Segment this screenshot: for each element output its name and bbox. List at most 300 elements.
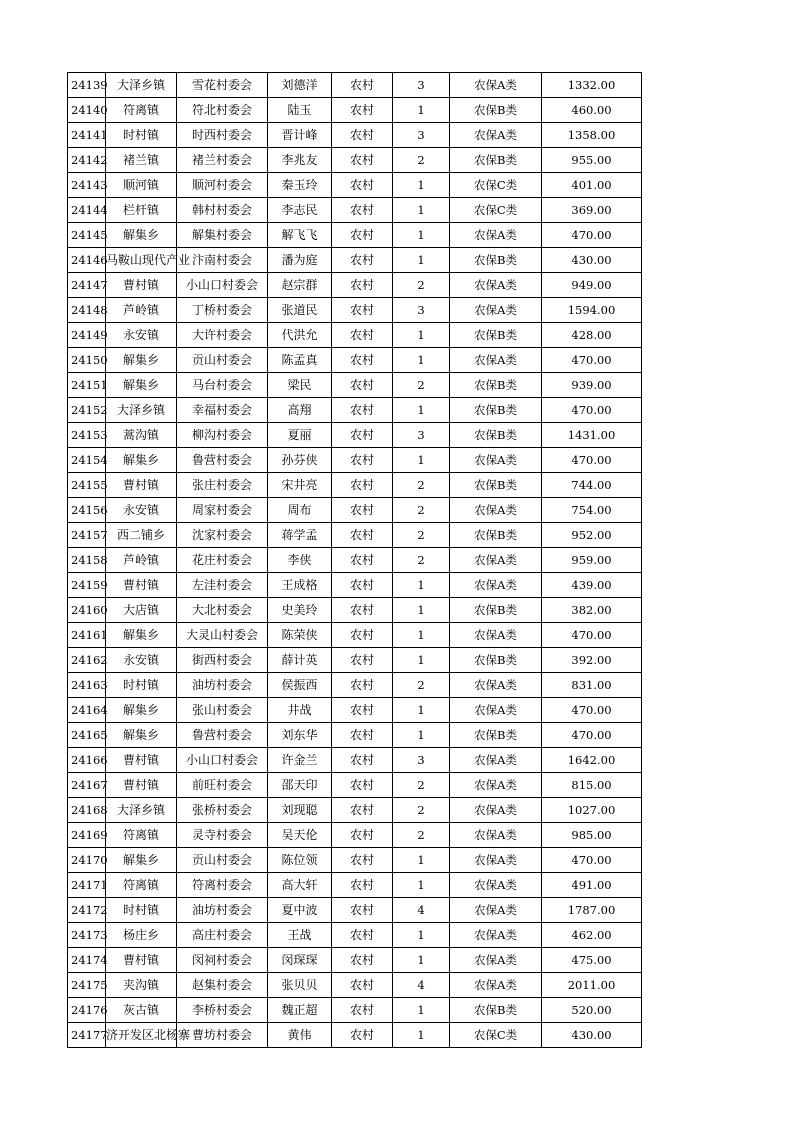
town-name-cell: 解集乡 <box>106 373 177 398</box>
record-id-cell: 24173 <box>68 923 106 948</box>
town-name-cell: 时村镇 <box>106 673 177 698</box>
town-name-cell: 褚兰镇 <box>106 148 177 173</box>
member-count-cell: 2 <box>393 798 450 823</box>
table-row <box>68 423 642 448</box>
table-row <box>68 398 642 423</box>
member-count-cell: 1 <box>393 998 450 1023</box>
town-name-cell: 解集乡 <box>106 348 177 373</box>
town-name-cell: 灰古镇 <box>106 998 177 1023</box>
person-name-cell: 高翔 <box>268 398 332 423</box>
table-row <box>68 923 642 948</box>
household-type-cell: 农村 <box>332 873 393 898</box>
table-row <box>68 198 642 223</box>
member-count-cell: 2 <box>393 823 450 848</box>
village-committee-cell: 幸福村委会 <box>177 398 268 423</box>
amount-cell: 952.00 <box>542 523 642 548</box>
insurance-grade-cell: 农保A类 <box>450 673 542 698</box>
town-name-cell: 大泽乡镇 <box>106 798 177 823</box>
record-id-cell: 24144 <box>68 198 106 223</box>
insurance-grade-cell: 农保B类 <box>450 998 542 1023</box>
village-committee-cell: 顺河村委会 <box>177 173 268 198</box>
town-name-cell: 栏杆镇 <box>106 198 177 223</box>
member-count-cell: 2 <box>393 148 450 173</box>
person-name-cell: 王战 <box>268 923 332 948</box>
town-name-cell: 曹村镇 <box>106 573 177 598</box>
village-committee-cell: 街西村委会 <box>177 648 268 673</box>
amount-cell: 430.00 <box>542 248 642 273</box>
town-name-cell: 顺河镇 <box>106 173 177 198</box>
household-type-cell: 农村 <box>332 498 393 523</box>
record-id-cell: 24161 <box>68 623 106 648</box>
insurance-grade-cell: 农保A类 <box>450 548 542 573</box>
member-count-cell: 1 <box>393 873 450 898</box>
member-count-cell: 1 <box>393 923 450 948</box>
record-id-cell: 24158 <box>68 548 106 573</box>
town-name-cell: 大泽乡镇 <box>106 398 177 423</box>
amount-cell: 949.00 <box>542 273 642 298</box>
member-count-cell: 2 <box>393 548 450 573</box>
household-type-cell: 农村 <box>332 798 393 823</box>
person-name-cell: 夏中波 <box>268 898 332 923</box>
table-row <box>68 823 642 848</box>
household-type-cell: 农村 <box>332 648 393 673</box>
town-name-cell: 曹村镇 <box>106 473 177 498</box>
amount-cell: 401.00 <box>542 173 642 198</box>
record-id-cell: 24171 <box>68 873 106 898</box>
amount-cell: 754.00 <box>542 498 642 523</box>
town-name-cell: 大泽乡镇 <box>106 73 177 98</box>
insurance-grade-cell: 农保B类 <box>450 598 542 623</box>
insurance-grade-cell: 农保C类 <box>450 1023 542 1048</box>
insurance-grade-cell: 农保B类 <box>450 248 542 273</box>
record-id-cell: 24139 <box>68 73 106 98</box>
village-committee-cell: 花庄村委会 <box>177 548 268 573</box>
member-count-cell: 3 <box>393 748 450 773</box>
town-name-cell: 曹村镇 <box>106 273 177 298</box>
person-name-cell: 夏丽 <box>268 423 332 448</box>
village-committee-cell: 时西村委会 <box>177 123 268 148</box>
household-type-cell: 农村 <box>332 123 393 148</box>
insurance-grade-cell: 农保B类 <box>450 723 542 748</box>
table-row <box>68 723 642 748</box>
record-id-cell: 24156 <box>68 498 106 523</box>
household-type-cell: 农村 <box>332 248 393 273</box>
household-type-cell: 农村 <box>332 273 393 298</box>
town-name-cell: 解集乡 <box>106 848 177 873</box>
amount-cell: 815.00 <box>542 773 642 798</box>
amount-cell: 462.00 <box>542 923 642 948</box>
member-count-cell: 1 <box>393 848 450 873</box>
person-name-cell: 晋计峰 <box>268 123 332 148</box>
table-row <box>68 773 642 798</box>
amount-cell: 475.00 <box>542 948 642 973</box>
table-row <box>68 473 642 498</box>
household-type-cell: 农村 <box>332 473 393 498</box>
record-id-cell: 24140 <box>68 98 106 123</box>
amount-cell: 470.00 <box>542 398 642 423</box>
household-type-cell: 农村 <box>332 573 393 598</box>
village-committee-cell: 解集村委会 <box>177 223 268 248</box>
household-type-cell: 农村 <box>332 723 393 748</box>
village-committee-cell: 大许村委会 <box>177 323 268 348</box>
household-type-cell: 农村 <box>332 1023 393 1048</box>
amount-cell: 520.00 <box>542 998 642 1023</box>
table-row <box>68 173 642 198</box>
amount-cell: 985.00 <box>542 823 642 848</box>
person-name-cell: 许金兰 <box>268 748 332 773</box>
member-count-cell: 3 <box>393 123 450 148</box>
record-id-cell: 24176 <box>68 998 106 1023</box>
insurance-grade-cell: 农保A类 <box>450 973 542 998</box>
member-count-cell: 1 <box>393 1023 450 1048</box>
record-id-cell: 24168 <box>68 798 106 823</box>
village-committee-cell: 张山村委会 <box>177 698 268 723</box>
town-name-cell: 时村镇 <box>106 898 177 923</box>
household-type-cell: 农村 <box>332 373 393 398</box>
record-id-cell: 24149 <box>68 323 106 348</box>
member-count-cell: 3 <box>393 298 450 323</box>
village-committee-cell: 褚兰村委会 <box>177 148 268 173</box>
amount-cell: 831.00 <box>542 673 642 698</box>
person-name-cell: 孙芬侠 <box>268 448 332 473</box>
record-id-cell: 24154 <box>68 448 106 473</box>
town-name-cell: 杨庄乡 <box>106 923 177 948</box>
household-type-cell: 农村 <box>332 98 393 123</box>
record-id-cell: 24147 <box>68 273 106 298</box>
amount-cell: 1642.00 <box>542 748 642 773</box>
town-name-cell: 符离镇 <box>106 823 177 848</box>
member-count-cell: 2 <box>393 473 450 498</box>
member-count-cell: 3 <box>393 423 450 448</box>
amount-cell: 430.00 <box>542 1023 642 1048</box>
household-type-cell: 农村 <box>332 773 393 798</box>
person-name-cell: 李兆友 <box>268 148 332 173</box>
table-row <box>68 848 642 873</box>
insurance-grade-cell: 农保A类 <box>450 698 542 723</box>
table-row <box>68 348 642 373</box>
village-committee-cell: 贡山村委会 <box>177 848 268 873</box>
household-type-cell: 农村 <box>332 523 393 548</box>
person-name-cell: 周布 <box>268 498 332 523</box>
table-row <box>68 873 642 898</box>
amount-cell: 460.00 <box>542 98 642 123</box>
amount-cell: 939.00 <box>542 373 642 398</box>
person-name-cell: 吴天伦 <box>268 823 332 848</box>
member-count-cell: 1 <box>393 448 450 473</box>
record-id-cell: 24163 <box>68 673 106 698</box>
insurance-grade-cell: 农保A类 <box>450 223 542 248</box>
person-name-cell: 陆玉 <box>268 98 332 123</box>
insurance-grade-cell: 农保B类 <box>450 323 542 348</box>
record-id-cell: 24162 <box>68 648 106 673</box>
town-name-cell: 永安镇 <box>106 498 177 523</box>
town-name-cell: 永安镇 <box>106 323 177 348</box>
person-name-cell: 刘现聪 <box>268 798 332 823</box>
member-count-cell: 4 <box>393 898 450 923</box>
table-row <box>68 123 642 148</box>
amount-cell: 1358.00 <box>542 123 642 148</box>
insurance-grade-cell: 农保B类 <box>450 148 542 173</box>
household-type-cell: 农村 <box>332 348 393 373</box>
household-type-cell: 农村 <box>332 973 393 998</box>
amount-cell: 470.00 <box>542 348 642 373</box>
village-committee-cell: 周家村委会 <box>177 498 268 523</box>
record-id-cell: 24177 <box>68 1023 106 1048</box>
household-type-cell: 农村 <box>332 848 393 873</box>
village-committee-cell: 左洼村委会 <box>177 573 268 598</box>
record-id-cell: 24148 <box>68 298 106 323</box>
table-row <box>68 623 642 648</box>
village-committee-cell: 李桥村委会 <box>177 998 268 1023</box>
amount-cell: 369.00 <box>542 198 642 223</box>
member-count-cell: 4 <box>393 973 450 998</box>
record-id-cell: 24170 <box>68 848 106 873</box>
member-count-cell: 1 <box>393 173 450 198</box>
village-committee-cell: 贡山村委会 <box>177 348 268 373</box>
insurance-grade-cell: 农保B类 <box>450 648 542 673</box>
insurance-grade-cell: 农保B类 <box>450 398 542 423</box>
town-name-cell: 曹村镇 <box>106 748 177 773</box>
table-row <box>68 73 642 98</box>
household-type-cell: 农村 <box>332 673 393 698</box>
village-committee-cell: 小山口村委会 <box>177 273 268 298</box>
village-committee-cell: 韩村村委会 <box>177 198 268 223</box>
person-name-cell: 张贝贝 <box>268 973 332 998</box>
table-row <box>68 248 642 273</box>
table-row <box>68 298 642 323</box>
record-id-cell: 24153 <box>68 423 106 448</box>
member-count-cell: 1 <box>393 598 450 623</box>
household-type-cell: 农村 <box>332 623 393 648</box>
member-count-cell: 2 <box>393 498 450 523</box>
record-id-cell: 24155 <box>68 473 106 498</box>
amount-cell: 470.00 <box>542 623 642 648</box>
village-committee-cell: 闵祠村委会 <box>177 948 268 973</box>
table-row <box>68 1023 642 1048</box>
assistance-table <box>67 72 642 1048</box>
town-name-cell: 符离镇 <box>106 98 177 123</box>
village-committee-cell: 张桥村委会 <box>177 798 268 823</box>
member-count-cell: 1 <box>393 623 450 648</box>
person-name-cell: 代洪允 <box>268 323 332 348</box>
member-count-cell: 1 <box>393 248 450 273</box>
town-name-cell: 济开发区北杨寨 <box>106 1023 177 1048</box>
insurance-grade-cell: 农保A类 <box>450 123 542 148</box>
person-name-cell: 刘德洋 <box>268 73 332 98</box>
table-row <box>68 323 642 348</box>
table-row <box>68 948 642 973</box>
town-name-cell: 符离镇 <box>106 873 177 898</box>
member-count-cell: 2 <box>393 773 450 798</box>
amount-cell: 744.00 <box>542 473 642 498</box>
household-type-cell: 农村 <box>332 898 393 923</box>
insurance-grade-cell: 农保A类 <box>450 948 542 973</box>
table-row <box>68 148 642 173</box>
person-name-cell: 高大轩 <box>268 873 332 898</box>
village-committee-cell: 沈家村委会 <box>177 523 268 548</box>
member-count-cell: 1 <box>393 323 450 348</box>
person-name-cell: 闵琛琛 <box>268 948 332 973</box>
record-id-cell: 24145 <box>68 223 106 248</box>
member-count-cell: 1 <box>393 698 450 723</box>
person-name-cell: 陈位领 <box>268 848 332 873</box>
amount-cell: 491.00 <box>542 873 642 898</box>
town-name-cell: 解集乡 <box>106 623 177 648</box>
member-count-cell: 2 <box>393 673 450 698</box>
table-row <box>68 898 642 923</box>
insurance-grade-cell: 农保A类 <box>450 773 542 798</box>
amount-cell: 1594.00 <box>542 298 642 323</box>
record-id-cell: 24141 <box>68 123 106 148</box>
member-count-cell: 2 <box>393 273 450 298</box>
person-name-cell: 赵宗群 <box>268 273 332 298</box>
town-name-cell: 大店镇 <box>106 598 177 623</box>
record-id-cell: 24152 <box>68 398 106 423</box>
household-type-cell: 农村 <box>332 823 393 848</box>
household-type-cell: 农村 <box>332 398 393 423</box>
household-type-cell: 农村 <box>332 948 393 973</box>
person-name-cell: 魏正超 <box>268 998 332 1023</box>
member-count-cell: 1 <box>393 348 450 373</box>
amount-cell: 2011.00 <box>542 973 642 998</box>
household-type-cell: 农村 <box>332 998 393 1023</box>
member-count-cell: 1 <box>393 398 450 423</box>
town-name-cell: 夹沟镇 <box>106 973 177 998</box>
town-name-cell: 解集乡 <box>106 223 177 248</box>
household-type-cell: 农村 <box>332 323 393 348</box>
record-id-cell: 24142 <box>68 148 106 173</box>
town-name-cell: 曹村镇 <box>106 948 177 973</box>
member-count-cell: 2 <box>393 373 450 398</box>
insurance-grade-cell: 农保C类 <box>450 173 542 198</box>
record-id-cell: 24150 <box>68 348 106 373</box>
household-type-cell: 农村 <box>332 173 393 198</box>
insurance-grade-cell: 农保A类 <box>450 798 542 823</box>
insurance-grade-cell: 农保A类 <box>450 873 542 898</box>
insurance-grade-cell: 农保C类 <box>450 198 542 223</box>
record-id-cell: 24157 <box>68 523 106 548</box>
person-name-cell: 史美玲 <box>268 598 332 623</box>
insurance-grade-cell: 农保A类 <box>450 73 542 98</box>
table-row <box>68 573 642 598</box>
town-name-cell: 解集乡 <box>106 448 177 473</box>
insurance-grade-cell: 农保B类 <box>450 98 542 123</box>
person-name-cell: 侯振西 <box>268 673 332 698</box>
record-id-cell: 24175 <box>68 973 106 998</box>
insurance-grade-cell: 农保A类 <box>450 573 542 598</box>
record-id-cell: 24166 <box>68 748 106 773</box>
village-committee-cell: 油坊村委会 <box>177 898 268 923</box>
amount-cell: 382.00 <box>542 598 642 623</box>
insurance-grade-cell: 农保A类 <box>450 823 542 848</box>
town-name-cell: 永安镇 <box>106 648 177 673</box>
member-count-cell: 1 <box>393 223 450 248</box>
amount-cell: 470.00 <box>542 448 642 473</box>
record-id-cell: 24143 <box>68 173 106 198</box>
record-id-cell: 24165 <box>68 723 106 748</box>
table-row <box>68 448 642 473</box>
record-id-cell: 24146 <box>68 248 106 273</box>
village-committee-cell: 鲁营村委会 <box>177 448 268 473</box>
insurance-grade-cell: 农保A类 <box>450 748 542 773</box>
person-name-cell: 薛计英 <box>268 648 332 673</box>
member-count-cell: 1 <box>393 573 450 598</box>
insurance-grade-cell: 农保A类 <box>450 298 542 323</box>
village-committee-cell: 符离村委会 <box>177 873 268 898</box>
member-count-cell: 1 <box>393 198 450 223</box>
amount-cell: 470.00 <box>542 848 642 873</box>
insurance-grade-cell: 农保A类 <box>450 848 542 873</box>
person-name-cell: 宋井亮 <box>268 473 332 498</box>
record-id-cell: 24167 <box>68 773 106 798</box>
household-type-cell: 农村 <box>332 198 393 223</box>
insurance-grade-cell: 农保B类 <box>450 523 542 548</box>
household-type-cell: 农村 <box>332 598 393 623</box>
member-count-cell: 3 <box>393 73 450 98</box>
amount-cell: 1332.00 <box>542 73 642 98</box>
person-name-cell: 陈孟真 <box>268 348 332 373</box>
amount-cell: 1431.00 <box>542 423 642 448</box>
record-id-cell: 24164 <box>68 698 106 723</box>
village-committee-cell: 汴南村委会 <box>177 248 268 273</box>
record-id-cell: 24174 <box>68 948 106 973</box>
amount-cell: 428.00 <box>542 323 642 348</box>
amount-cell: 392.00 <box>542 648 642 673</box>
member-count-cell: 1 <box>393 948 450 973</box>
table-row <box>68 98 642 123</box>
household-type-cell: 农村 <box>332 423 393 448</box>
person-name-cell: 梁民 <box>268 373 332 398</box>
person-name-cell: 秦玉玲 <box>268 173 332 198</box>
town-name-cell: 解集乡 <box>106 698 177 723</box>
record-id-cell: 24151 <box>68 373 106 398</box>
household-type-cell: 农村 <box>332 223 393 248</box>
person-name-cell: 李志民 <box>268 198 332 223</box>
village-committee-cell: 大灵山村委会 <box>177 623 268 648</box>
town-name-cell: 解集乡 <box>106 723 177 748</box>
record-id-cell: 24159 <box>68 573 106 598</box>
table-row <box>68 223 642 248</box>
person-name-cell: 刘东华 <box>268 723 332 748</box>
amount-cell: 959.00 <box>542 548 642 573</box>
member-count-cell: 2 <box>393 523 450 548</box>
town-name-cell: 芦岭镇 <box>106 548 177 573</box>
insurance-grade-cell: 农保A类 <box>450 923 542 948</box>
amount-cell: 470.00 <box>542 723 642 748</box>
insurance-grade-cell: 农保A类 <box>450 898 542 923</box>
village-committee-cell: 柳沟村委会 <box>177 423 268 448</box>
person-name-cell: 井战 <box>268 698 332 723</box>
village-committee-cell: 赵集村委会 <box>177 973 268 998</box>
insurance-grade-cell: 农保A类 <box>450 623 542 648</box>
town-name-cell: 曹村镇 <box>106 773 177 798</box>
person-name-cell: 张道民 <box>268 298 332 323</box>
village-committee-cell: 张庄村委会 <box>177 473 268 498</box>
insurance-grade-cell: 农保A类 <box>450 448 542 473</box>
amount-cell: 470.00 <box>542 223 642 248</box>
record-id-cell: 24172 <box>68 898 106 923</box>
table-row <box>68 523 642 548</box>
table-row <box>68 998 642 1023</box>
member-count-cell: 1 <box>393 648 450 673</box>
amount-cell: 470.00 <box>542 698 642 723</box>
household-type-cell: 农村 <box>332 923 393 948</box>
town-name-cell: 时村镇 <box>106 123 177 148</box>
person-name-cell: 黄伟 <box>268 1023 332 1048</box>
household-type-cell: 农村 <box>332 698 393 723</box>
insurance-grade-cell: 农保A类 <box>450 348 542 373</box>
village-committee-cell: 符北村委会 <box>177 98 268 123</box>
